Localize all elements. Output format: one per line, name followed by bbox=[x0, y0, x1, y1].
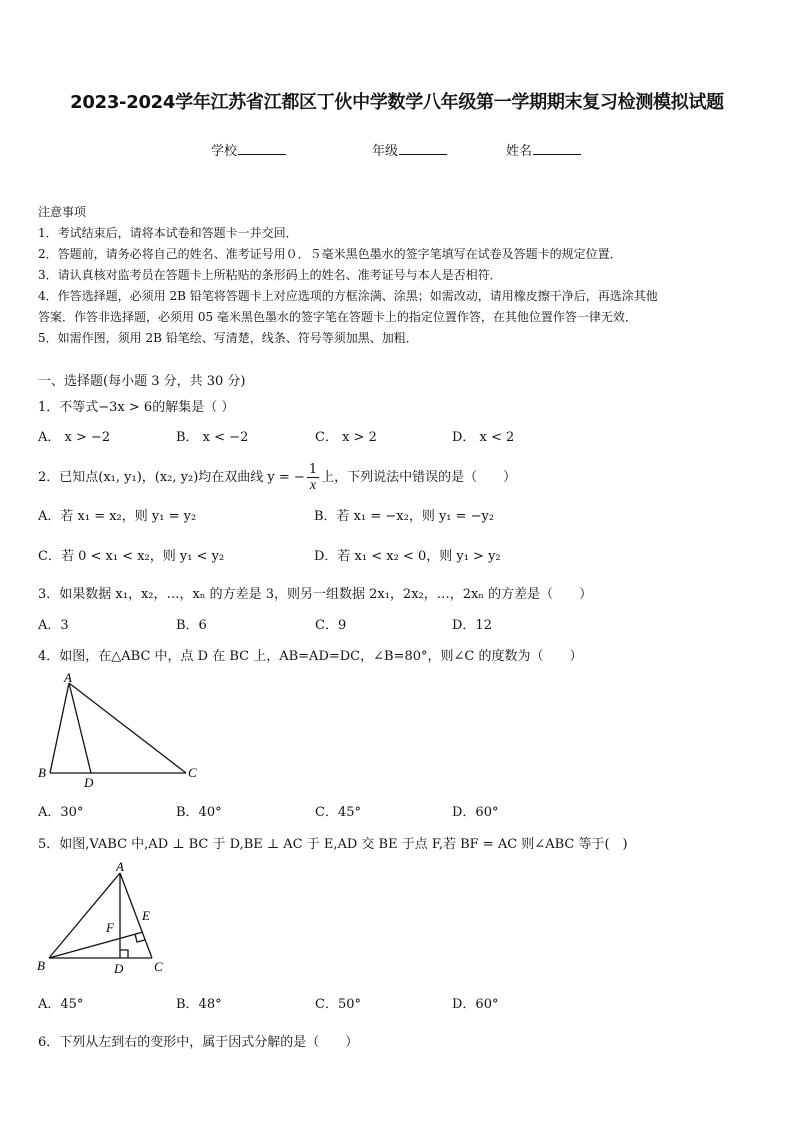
q5-label-f: F bbox=[106, 920, 114, 935]
q5-label-b: B bbox=[37, 958, 45, 973]
school-blank bbox=[238, 142, 286, 155]
school-label: 学校 bbox=[211, 144, 238, 159]
q2-option-d: D．若 x₁ < x₂ < 0，则 y₁ > y₂ bbox=[314, 549, 501, 564]
notice-item: 答案．作答非选择题，必须用 05 毫米黑色墨水的签字笔在答题卡上的指定位置作答，在其他位置作答一律无效． bbox=[38, 310, 637, 324]
q3-option-b: B．6 bbox=[176, 618, 207, 633]
q5-option-a: A．45° bbox=[38, 997, 84, 1012]
name-label: 姓名 bbox=[506, 144, 533, 159]
q4-option-a: A．30° bbox=[38, 805, 84, 820]
notice-item: 3．请认真核对监考员在答题卡上所粘贴的条形码上的姓名、准考证号与本人是否相符． bbox=[38, 268, 502, 282]
name-blank bbox=[533, 142, 581, 155]
q5-altitude-be bbox=[49, 932, 143, 958]
q4-triangle-figure bbox=[34, 670, 204, 790]
q2-stem-a: 2．已知点(x₁, y₁)，(x₂, y₂)均在双曲线 y = − bbox=[38, 470, 305, 485]
q2-option-c: C．若 0 < x₁ < x₂，则 y₁ < y₂ bbox=[38, 549, 225, 564]
q5-label-a: A bbox=[116, 859, 124, 874]
q2-fraction-num: 1 bbox=[308, 462, 318, 477]
q1-option-c: C． x > 2 bbox=[315, 430, 377, 445]
q5-right-angle-d bbox=[120, 950, 128, 958]
q5-label-d: D bbox=[114, 961, 124, 976]
q5-option-c: C．50° bbox=[315, 997, 361, 1012]
q2-option-a: A．若 x₁ = x₂，则 y₁ = y₂ bbox=[38, 509, 197, 524]
notice-heading: 注意事项 bbox=[38, 205, 87, 219]
q5-label-c: C bbox=[154, 959, 163, 974]
question-5-stem: 5．如图,VABC 中,AD ⊥ BC 于 D,BE ⊥ AC 于 E,AD 交 BE 于点 F,若 BF = AC 则∠ABC 等于( ) bbox=[38, 837, 628, 852]
q1-option-b: B． x < −2 bbox=[176, 430, 249, 445]
q2-fraction-den: x bbox=[309, 478, 317, 493]
q4-segment-ad bbox=[69, 683, 91, 773]
q2-fraction bbox=[307, 462, 319, 493]
notice-item: 1．考试结束后，请将本试卷和答题卡一并交回． bbox=[38, 226, 298, 240]
question-4-stem: 4．如图，在△ABC 中，点 D 在 BC 上，AB=AD=DC，∠B=80°，则∠C 的度数为（ ） bbox=[38, 649, 583, 664]
q5-label-e: E bbox=[142, 908, 150, 923]
q1-option-a: A． x > −2 bbox=[38, 430, 111, 445]
q3-option-a: A．3 bbox=[38, 618, 69, 633]
q3-option-d: D．12 bbox=[452, 618, 492, 633]
grade-blank bbox=[399, 142, 447, 155]
q4-option-c: C．45° bbox=[315, 805, 361, 820]
q4-label-a: A bbox=[64, 670, 72, 685]
q4-label-d: D bbox=[84, 775, 94, 790]
q5-side-ab bbox=[49, 873, 120, 958]
q2-stem-b: 上，下列说法中错误的是（ ） bbox=[321, 470, 517, 485]
section-heading: 一、选择题(每小题 3 分，共 30 分) bbox=[38, 374, 246, 389]
grade-label: 年级 bbox=[372, 144, 399, 159]
question-1-stem: 1．不等式−3x > 6的解集是（ ） bbox=[38, 400, 235, 415]
school-field bbox=[211, 140, 286, 159]
q3-option-c: C．9 bbox=[315, 618, 347, 633]
q1-option-d: D． x < 2 bbox=[452, 430, 515, 445]
q4-side-ac bbox=[69, 683, 186, 773]
notice-item: 5．如需作图，须用 2B 铅笔绘、写清楚，线条、符号等须加黑、加粗． bbox=[38, 331, 418, 345]
name-field bbox=[506, 140, 581, 159]
q4-label-c: C bbox=[188, 765, 197, 780]
q5-triangle-figure bbox=[34, 858, 174, 980]
q5-option-d: D．60° bbox=[452, 997, 499, 1012]
notice-item: 4．作答选择题，必须用 2B 铅笔将答题卡上对应选项的方框涂满、涂黑；如需改动，请用橡皮擦干净后，再选涂其他 bbox=[38, 289, 658, 303]
q4-label-b: B bbox=[38, 765, 46, 780]
notice-item: 2．答题前，请务必将自己的姓名、准考证号用０．５毫米黑色墨水的签字笔填写在试卷及答题卡的规定位置． bbox=[38, 247, 622, 261]
question-6-stem: 6．下列从左到右的变形中，属于因式分解的是（ ） bbox=[38, 1035, 359, 1050]
page-title: 2023-2024学年江苏省江都区丁伙中学数学八年级第一学期期末复习检测模拟试题 bbox=[70, 92, 724, 113]
question-2-stem bbox=[38, 462, 516, 493]
question-3-stem: 3．如果数据 x₁，x₂，…，xₙ 的方差是 3，则另一组数据 2x₁，2x₂，…，2xₙ 的方差是（ ） bbox=[38, 587, 593, 602]
q4-side-ab bbox=[50, 683, 69, 773]
q4-option-b: B．40° bbox=[176, 805, 222, 820]
q4-option-d: D．60° bbox=[452, 805, 499, 820]
q5-option-b: B．48° bbox=[176, 997, 222, 1012]
grade-field bbox=[372, 140, 447, 159]
q2-option-b: B．若 x₁ = −x₂，则 y₁ = −y₂ bbox=[314, 509, 495, 524]
